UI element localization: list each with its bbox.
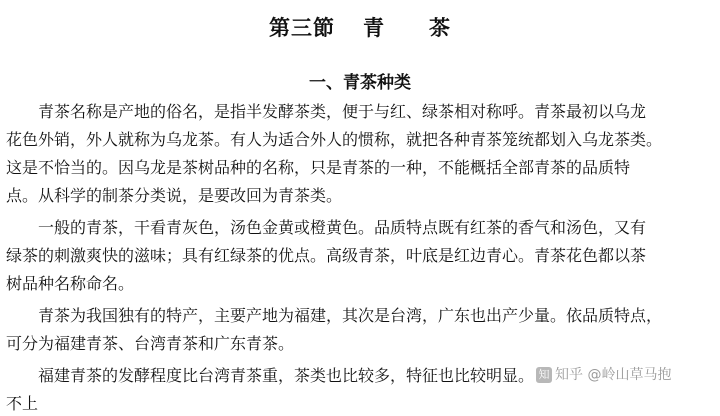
- subsection-title: 一、青茶种类: [309, 73, 411, 93]
- paragraph-2-line-1: 一般的青茶，干看青灰色，汤色金黄或橙黄色。品质特点既有红茶的香气和汤色，又有: [38, 218, 647, 237]
- paragraph-4-line-2: 不上: [6, 394, 39, 413]
- section-label: 第三節: [269, 15, 335, 40]
- paragraph-1-line-3: 这是不恰当的。因乌龙是茶树品种的名称，只是青茶的一种，不能概括全部青茶的品质特: [6, 158, 631, 177]
- paragraph-1-line-2: 花色外销，外人就称为乌龙茶。有人为适合外人的惯称，就把各种青茶笼统都划入乌龙茶类。: [6, 130, 663, 149]
- section-name: 青 茶: [363, 15, 451, 40]
- paragraph-2-line-3: 树品种名称命名。: [6, 274, 135, 293]
- paragraph-4-line-1: 福建青茶的发酵程度比台湾青茶重，茶类也比较多，特征也比较明显。: [38, 366, 535, 385]
- watermark-text: 知乎 @岭山草马抱: [555, 367, 672, 383]
- paragraph-1-line-1: 青茶名称是产地的俗名，是指半发酵茶类，便于与红、绿茶相对称呼。青茶最初以乌龙: [38, 102, 647, 121]
- paragraph-3-line-1: 青茶为我国独有的特产，主要产地为福建，其次是台湾，广东也出产少量。依品质特点，: [38, 306, 663, 325]
- zhihu-watermark: [536, 364, 671, 386]
- zhihu-logo-icon: 知: [536, 367, 552, 383]
- paragraph-3-line-2: 可分为福建青茶、台湾青茶和广东青茶。: [6, 334, 295, 353]
- paragraph-1-line-4: 点。从科学的制茶分类说，是要改回为青茶类。: [6, 186, 343, 205]
- section-title: [0, 12, 720, 42]
- paragraph-2-line-2: 绿茶的刺激爽快的滋味；具有红绿茶的优点。高级青茶，叶底是红边青心。青茶花色都以茶: [6, 246, 647, 265]
